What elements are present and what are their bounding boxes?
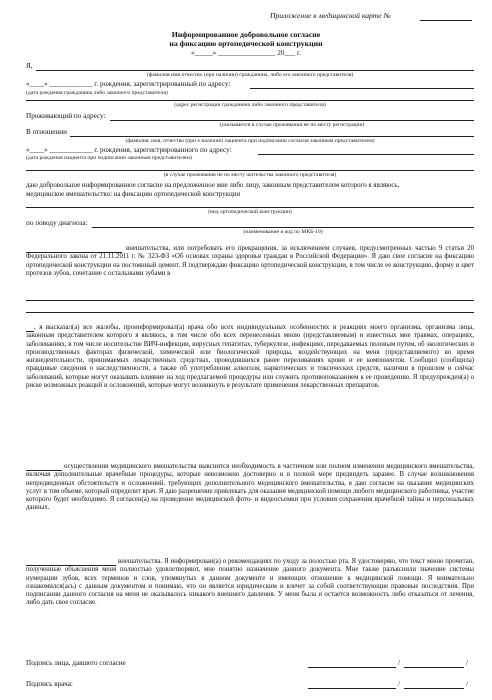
address2-line1[interactable]: [258, 154, 474, 155]
signature-doctor-name-line[interactable]: [404, 688, 464, 689]
signature-doctor-label: Подпись врача:: [26, 680, 73, 688]
doc-title-line1: Информированное добровольное согласие: [171, 30, 321, 39]
signature-person-line[interactable]: [308, 667, 396, 668]
paragraph-2: , я высказал(а) все жалобы, проинформировал(а) врача обо всех индивидуальных особенностях и реакциях моего организма, организма лица, законным представителем которого я являюсь, в том числе обо всех перенесенных мною (представляемым) и известных мне травмах, операциях, заболеваниях, в том числе носительстве ВИЧ-инфекции, вирусных гепатитах, туберкулезе, инфекциях, передаваемых половым путем, об экологических и производственных факторах физической, химической или биологической природы, воздействующих на меня (представляемого) во время жизнедеятельности, принимаемых лекарственных средствах, проводившихся ранее переливаниях крови и ее компонентов. Сообщил (сообщила) правдивые сведения о наследственности, а также об употреблении алкоголя, наркотических и токсических средств, наличии в прошлом и сейчас заболеваний, которые могут оказывать влияние на ход предлагаемой процедуры или служить противопоказанием к ее проведению. Я предупрежден(а) о риске возможных реакций и осложнений, которые могут возникнуть в результате применения лекарственных препаратов.: [26, 324, 474, 390]
hint-reg: (адрес регистрации гражданина либо законного представителя): [174, 102, 326, 108]
signature-person-name-line[interactable]: [404, 667, 464, 668]
hint-diag: (наименование и код по МКБ-10): [243, 229, 323, 235]
p1-tail-line2[interactable]: [26, 312, 474, 313]
hint-residence2: (в случае проживания не по месту жительства законного представителя): [163, 172, 337, 178]
signature-person-slash2: /: [466, 659, 468, 667]
signature-person-slash1: /: [398, 659, 400, 667]
address2-line2[interactable]: [26, 170, 474, 171]
residing-line[interactable]: [110, 120, 474, 121]
doc-title-line2: на фиксацию ортопедической конструкции: [169, 39, 323, 48]
hint-birth2: (дата рождения пациента при подписании законным представителем): [26, 155, 192, 161]
p1-tail-line1[interactable]: [26, 300, 474, 301]
hint-birth: (дата рождения гражданина либо законного представителя): [26, 90, 168, 96]
signature-doctor-line[interactable]: [308, 688, 396, 689]
card-number-line[interactable]: [420, 20, 472, 21]
in-relation-label: В отношении: [26, 128, 67, 136]
hint-relation: (фамилия, имя, отчество (при е наличии) пациента при подписании согласия законным представителем): [125, 138, 375, 144]
diagnosis-line[interactable]: [92, 227, 474, 228]
paragraph-3: осуществления медицинского вмешательства выяснится необходимость в частичном или полном изменении медицинского вмешательства, включая дополнительные врачебные процедуры, которые невозможно достоверно и в полной мере предвидеть заранее. В случае возникновения непредвиденных обстоятельств и осложнений, требующих дополнительного медицинского вмешательства, я даю согласие на оказание медицинских услуг в том объеме, который определит врач. Я даю разрешение привлекать для оказания медицинской помощи любого медицинского работника, участие которого будет необходимо. Я согласен(а) на проведение медицинской фото- и видеосъемки при условии сохранения врачебной тайны и персональных данных.: [26, 463, 474, 512]
signature-person-label: Подпись лица, давшего согласие: [26, 659, 126, 667]
hint-fio: (фамилия имя отчество (при наличии) гражданина, либо его законного представителя): [146, 72, 354, 78]
hint-type: (вид ортопедической конструкции): [208, 209, 292, 215]
consent-line1: даю добровольное информированное согласие на предложенное мне либо лицу, законным представителем которого я являюсь,: [26, 182, 400, 189]
diagnosis-label: по поводу диагноза:: [26, 219, 88, 227]
reg-address-line2[interactable]: [26, 100, 474, 101]
residing-label: Проживающий по адресу:: [26, 112, 106, 120]
construction-type-line[interactable]: [26, 207, 474, 208]
birth2-label: «____» ____________ г. рождения, зарегистрированного по адресу:: [26, 146, 232, 154]
fio-line[interactable]: [36, 70, 474, 71]
doc-date[interactable]: «_____» ________________ 20___ г.: [191, 49, 301, 57]
paragraph-1: внешательства, или потребовать его прекращения, за исключением случаев, предусмотренных частью 9 статьи 20 Федерального закона от 21.11.2011 г. № 323-ФЗ «Об основах охраны здоровья граждан в Российской Федерации». Я даю свое согласие на фиксацию ортопедической конструкции на постоянный цемент. Я подтверждаю фиксацию ортопедической конструкции, в том числе ее конструкцию, форму и цвет протезов зубов, сочетание с остальными зубами в: [26, 245, 474, 277]
birth-label: «____» ____________ г. рождения, зарегистрированный по адресу:: [26, 80, 231, 88]
reg-address-line1[interactable]: [250, 88, 474, 89]
signature-doctor-slash2: /: [466, 680, 468, 688]
relation-line[interactable]: [70, 136, 474, 137]
ya-label: Я,: [26, 62, 33, 70]
consent-line2: медицинское вмешательство: на фиксацию ортопедической конструкции: [26, 191, 241, 198]
hint-residing: (указывается в случае проживания не по месту регистрации): [219, 122, 365, 128]
signature-doctor-slash1: /: [398, 680, 400, 688]
appendix-label: Приложение к медицинской карте №: [270, 11, 391, 20]
paragraph-4: внешательства. Я информирован(а) о рекомендациях по уходу за полостью рта. Я удостоверяю, что текст мною прочитан, полученные объяснения меня полностью удовлетворяют, мне понятно назначение данного документа. Мне также разъяснили значение системы нумерации зубов, всех терминов и слов, упомянутых в данном документе и имеющих отношение к медицинской помощи. Я внимательно ознакомился(ась) с данным документом и понимаю, что он является юридическим и влечет за собой соответствующие правовые последствия. При подписании данного согласия на меня не оказывалось никакого внешнего давления. У меня была и остается возможность либо отказаться от лечения, либо дать свое согласие.: [26, 558, 474, 607]
